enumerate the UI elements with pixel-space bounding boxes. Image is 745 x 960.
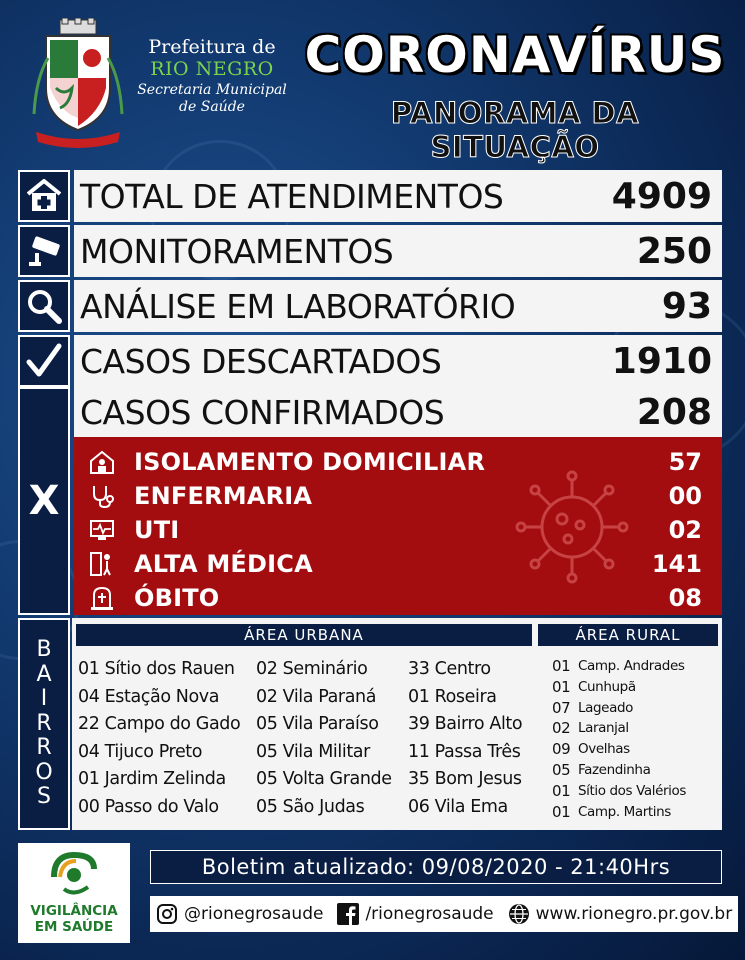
urbana-column-3 — [408, 656, 522, 821]
bairro-entry: 39 Bairro Alto — [408, 714, 523, 734]
stat-row-atendimentos — [18, 170, 722, 222]
confirmed-header — [74, 387, 722, 437]
rural-name: Laranjal — [578, 720, 629, 737]
home-isolation-icon — [88, 448, 116, 476]
stat-label: TOTAL DE ATENDIMENTOS — [80, 176, 504, 216]
facebook-item[interactable] — [337, 903, 493, 925]
rural-entry — [552, 802, 686, 823]
rural-name: Camp. Martins — [578, 803, 671, 820]
hospital-icon — [18, 170, 70, 222]
instagram-item[interactable] — [156, 903, 323, 925]
stat-row-analise — [18, 280, 722, 332]
website-url: www.rionegro.pr.gov.br — [535, 904, 733, 924]
bairros-letter: I — [40, 686, 48, 712]
vigilancia-line2: EM SAÚDE — [34, 919, 114, 935]
confirmed-item-uti — [74, 513, 722, 547]
rural-count: 02 — [552, 719, 571, 738]
bairros-panel — [18, 618, 722, 830]
rural-entry — [552, 718, 686, 739]
confirmed-item-label: UTI — [134, 516, 180, 544]
instagram-handle: @rionegrosaude — [184, 904, 324, 924]
rural-entry — [552, 698, 686, 719]
bairro-entry: 33 Centro — [408, 659, 491, 679]
rural-count: 09 — [552, 740, 571, 759]
bairros-body — [72, 618, 722, 830]
confirmed-panel — [18, 387, 722, 615]
stat-box — [74, 225, 722, 277]
bairro-entry: 02 Vila Paraná — [256, 686, 377, 707]
stat-box — [74, 280, 722, 332]
tombstone-icon — [88, 584, 116, 612]
confirmed-item-isolamento — [74, 445, 722, 479]
vigilancia-line1: VIGILÂNCIA — [30, 903, 118, 919]
rural-entry — [552, 677, 686, 698]
bairro-entry: 02 Seminário — [256, 659, 368, 679]
bairros-letter: O — [35, 759, 53, 785]
bairro-entry: 04 Estação Nova — [78, 686, 220, 707]
bairros-letter: R — [36, 710, 52, 736]
instagram-icon — [156, 903, 178, 925]
bairro-entry: 11 Passa Três — [408, 741, 521, 762]
stat-label: MONITORAMENTOS — [80, 231, 394, 271]
prefeitura-title: Prefeitura de — [148, 36, 276, 58]
bairros-letter: R — [36, 735, 52, 761]
confirmed-item-label: ISOLAMENTO DOMICILIAR — [134, 448, 486, 476]
confirmed-item-value: 08 — [668, 584, 702, 612]
security-camera-icon — [18, 225, 70, 277]
vigilancia-logo — [18, 843, 130, 943]
bairros-letter: S — [37, 784, 51, 810]
rural-name: Camp. Andrades — [578, 658, 685, 674]
secretaria-line-2: de Saúde — [179, 99, 245, 115]
rural-name: Sítio dos Valérios — [578, 782, 686, 799]
stat-row-monitoramentos — [18, 225, 722, 277]
rural-name: Lageado — [578, 699, 633, 716]
rural-name: Ovelhas — [578, 741, 630, 758]
stat-value: 250 — [636, 230, 712, 272]
confirmed-item-label: ÓBITO — [134, 584, 220, 612]
confirmed-item-value: 141 — [651, 550, 702, 578]
prefeitura-block — [132, 36, 292, 116]
confirmed-item-enfermaria — [74, 479, 722, 513]
globe-icon — [508, 903, 530, 925]
stat-box — [74, 335, 722, 387]
bairro-entry: 05 Volta Grande — [256, 769, 392, 789]
urbana-column-1 — [78, 656, 240, 821]
magnifier-icon — [18, 280, 70, 332]
confirmed-item-value: 02 — [668, 516, 702, 544]
stat-value: 1910 — [611, 340, 712, 382]
rural-name: Fazendinha — [578, 761, 651, 778]
rural-entry — [552, 781, 686, 802]
bairro-entry: 01 Roseira — [408, 686, 497, 707]
bairro-entry: 22 Campo do Gado — [78, 714, 241, 734]
rural-count: 01 — [552, 657, 571, 675]
confirmed-side-mark: X — [18, 387, 70, 615]
rural-entry — [552, 760, 686, 781]
confirmed-value: 208 — [636, 391, 712, 433]
confirmed-item-label: ALTA MÉDICA — [134, 550, 313, 578]
rural-count: 01 — [552, 677, 571, 696]
monitor-icon — [88, 516, 116, 544]
bairros-vertical-label — [18, 618, 70, 830]
bairro-entry: 01 Jardim Zelinda — [78, 769, 226, 789]
bairro-entry: 05 Vila Militar — [256, 741, 370, 762]
rural-count: 01 — [552, 802, 571, 821]
city-name: RIO NEGRO — [150, 58, 274, 80]
bairro-entry: 00 Passo do Valo — [78, 796, 219, 817]
rural-name: Cunhupã — [578, 678, 636, 695]
urbana-column-2 — [256, 656, 392, 821]
bairro-entry: 01 Sítio dos Rauen — [78, 659, 235, 679]
stat-label: ANÁLISE EM LABORATÓRIO — [80, 286, 516, 326]
bulletin-update: Boletim atualizado: 09/08/2020 - 21:40Hrs — [150, 850, 722, 884]
bairro-entry: 05 Vila Paraíso — [256, 714, 379, 734]
rural-entry — [552, 739, 686, 760]
confirmed-item-label: ENFERMARIA — [134, 482, 313, 510]
stat-row-descartados — [18, 335, 722, 387]
confirmed-item-alta — [74, 547, 722, 581]
confirmed-label: CASOS CONFIRMADOS — [80, 392, 445, 432]
secretaria-line: Secretaria Municipal — [137, 82, 287, 98]
confirmed-item-obito — [74, 581, 722, 615]
facebook-icon — [337, 903, 359, 925]
vigilancia-emblem-icon — [44, 847, 104, 899]
website-item[interactable] — [508, 903, 733, 925]
bairro-entry: 06 Vila Ema — [408, 796, 508, 817]
bairros-letter: A — [36, 661, 52, 687]
checkmark-icon — [18, 335, 70, 387]
stat-label: CASOS DESCARTADOS — [80, 341, 442, 381]
area-rural-header: ÁREA RURAL — [538, 624, 718, 646]
rural-entry — [552, 656, 686, 677]
city-crest-logo — [30, 18, 126, 150]
main-title: CORONAVÍRUS — [304, 26, 726, 84]
area-urbana-header: ÁREA URBANA — [76, 624, 532, 646]
bairros-letter: B — [36, 637, 52, 663]
rural-count: 01 — [552, 781, 571, 800]
stethoscope-icon — [88, 482, 116, 510]
stat-box — [74, 170, 722, 222]
rural-column — [552, 656, 686, 822]
subtitle: PANORAMA DA SITUAÇÃO — [390, 96, 640, 164]
confirmed-item-value: 00 — [668, 482, 702, 510]
social-bar — [150, 896, 738, 932]
confirmed-item-value: 57 — [668, 448, 702, 476]
facebook-handle: /rionegrosaude — [365, 904, 494, 924]
rural-count: 05 — [552, 760, 571, 779]
stat-value: 93 — [661, 285, 712, 327]
bairro-entry: 04 Tijuco Preto — [78, 741, 203, 762]
rural-count: 07 — [552, 698, 571, 717]
bairro-entry: 35 Bom Jesus — [408, 769, 522, 789]
stat-value: 4909 — [611, 175, 712, 217]
bairro-entry: 05 São Judas — [256, 796, 365, 817]
confirmed-breakdown — [74, 433, 722, 615]
discharge-icon — [88, 550, 116, 578]
